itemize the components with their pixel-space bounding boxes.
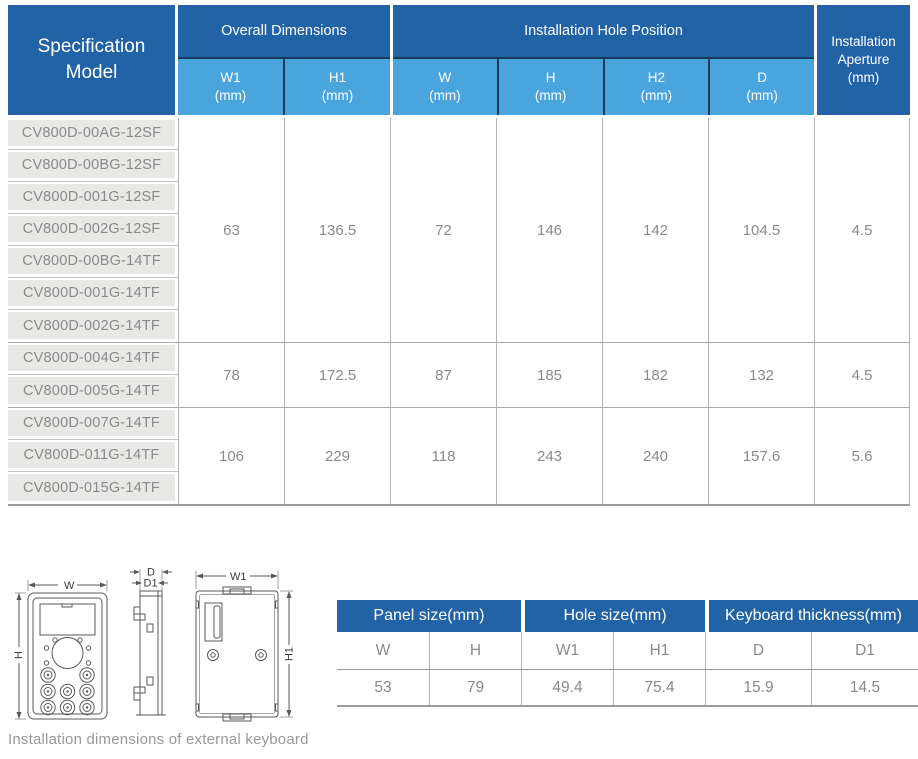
dim-label-d1: D1 (143, 577, 158, 590)
col-header-w (393, 59, 497, 115)
value-h1: 75.4 (613, 670, 705, 705)
diagram-caption: Installation dimensions of external keyboard (8, 731, 309, 748)
model-name: CV800D-00BG-12SF (8, 152, 175, 178)
value-d: 104.5 (708, 118, 814, 342)
model-row (8, 214, 178, 246)
model-name: CV800D-015G-14TF (8, 474, 175, 501)
value-w1: 78 (178, 343, 284, 407)
col-h1: H1 (613, 632, 705, 669)
model-name: CV800D-005G-14TF (8, 377, 175, 404)
model-row (8, 343, 178, 375)
installation-hole-group (393, 5, 814, 115)
col-unit: (mm) (214, 88, 247, 103)
model-row (8, 150, 178, 182)
value-aperture: 4.5 (814, 118, 910, 342)
value-w1: 106 (178, 408, 284, 504)
model-name: CV800D-001G-12SF (8, 184, 175, 210)
col-d1: D1 (811, 632, 918, 669)
model-row (8, 375, 178, 407)
col-unit: (mm) (640, 88, 673, 103)
col-unit: (mm) (429, 88, 461, 103)
col-label: H2 (647, 70, 665, 86)
value-w: 53 (374, 678, 392, 696)
installation-aperture-header: Installation Aperture (mm) (817, 5, 910, 115)
value-d: 15.9 (705, 670, 811, 705)
model-list (8, 118, 178, 342)
overall-dimensions-subheaders (178, 59, 390, 115)
value-d: 157.6 (708, 408, 814, 504)
model-row (8, 118, 178, 150)
value-h1: 172.5 (284, 343, 390, 407)
hole-size-header: Hole size(mm) (525, 600, 705, 632)
value-w1: 49.4 (521, 670, 613, 705)
specification-table-header (8, 5, 910, 115)
keyboard-table-values (337, 670, 918, 707)
dim-label-d: D (147, 566, 155, 579)
specification-table-body (8, 118, 910, 506)
model-list (8, 343, 178, 407)
value-d: 132 (708, 343, 814, 407)
dim-label-h: H (13, 651, 25, 659)
model-row (8, 408, 178, 440)
col-header-h (497, 59, 603, 115)
model-row (8, 182, 178, 214)
col-header-d (708, 59, 814, 115)
col-unit: (mm) (534, 88, 567, 103)
model-name: CV800D-001G-14TF (8, 280, 175, 306)
keyboard-dimensions-table (337, 600, 918, 748)
installation-hole-header: Installation Hole Position (393, 5, 814, 57)
row-group-1 (8, 118, 910, 342)
value-d1: 14.5 (811, 670, 918, 705)
col-label: D (757, 70, 767, 86)
model-list (8, 408, 178, 504)
model-name: CV800D-00AG-12SF (8, 120, 175, 146)
dim-label-h1: H1 (283, 646, 296, 662)
value-h: 79 (429, 670, 521, 705)
panel-size-header: Panel size(mm) (337, 600, 521, 632)
col-label: H (545, 70, 556, 86)
model-name: CV800D-002G-14TF (8, 312, 175, 339)
col-unit: (mm) (746, 88, 778, 103)
value-h2: 142 (602, 118, 708, 342)
model-row (8, 440, 178, 472)
value-h2: 182 (602, 343, 708, 407)
value-h: 243 (496, 408, 602, 504)
value-h: 185 (496, 343, 602, 407)
col-label: W (438, 70, 452, 86)
value-h1: 136.5 (284, 118, 390, 342)
keyboard-section (8, 563, 918, 748)
col-header-w1 (178, 59, 283, 115)
value-w1: 63 (178, 118, 284, 342)
keyboard-dimensions-diagram (8, 563, 326, 725)
model-row (8, 472, 178, 504)
col-header-h2 (603, 59, 709, 115)
keyboard-diagram-column (8, 563, 337, 748)
value-h1: 229 (284, 408, 390, 504)
value-w: 118 (390, 408, 496, 504)
model-name: CV800D-004G-14TF (8, 345, 175, 371)
row-group-3 (8, 407, 910, 504)
value-h: 146 (496, 118, 602, 342)
model-row (8, 278, 178, 310)
value-w: 72 (390, 118, 496, 342)
col-label: W1 (220, 70, 241, 86)
keyboard-back-view (196, 571, 296, 721)
col-w: W (375, 641, 391, 659)
value-aperture: 5.6 (814, 408, 910, 504)
model-row (8, 246, 178, 278)
keyboard-thickness-header: Keyboard thickness(mm) (709, 600, 918, 632)
dim-label-w: W (64, 580, 75, 592)
keypad-buttons (41, 668, 94, 715)
col-w1: W1 (521, 632, 613, 669)
keyboard-side-view (130, 567, 172, 716)
col-header-h1 (283, 59, 390, 115)
installation-hole-subheaders (393, 59, 814, 115)
keyboard-table-columns (337, 632, 918, 670)
value-aperture: 4.5 (814, 343, 910, 407)
value-h2: 240 (602, 408, 708, 504)
model-row (8, 310, 178, 342)
model-column-header: Specification Model (8, 5, 175, 115)
keyboard-front-view (13, 580, 107, 719)
specification-table (8, 5, 910, 506)
col-label: H1 (328, 70, 347, 86)
model-name: CV800D-011G-14TF (8, 442, 175, 468)
col-h: H (429, 632, 521, 669)
model-name: CV800D-007G-14TF (8, 410, 175, 436)
overall-dimensions-group (178, 5, 390, 115)
row-group-2 (8, 342, 910, 407)
model-name: CV800D-002G-12SF (8, 216, 175, 242)
col-d: D (705, 632, 811, 669)
value-w: 87 (390, 343, 496, 407)
model-name: CV800D-00BG-14TF (8, 248, 175, 274)
keyboard-table-header (337, 600, 918, 632)
dim-label-w1: W1 (230, 571, 247, 583)
overall-dimensions-header: Overall Dimensions (178, 5, 390, 57)
col-unit: (mm) (321, 88, 354, 103)
